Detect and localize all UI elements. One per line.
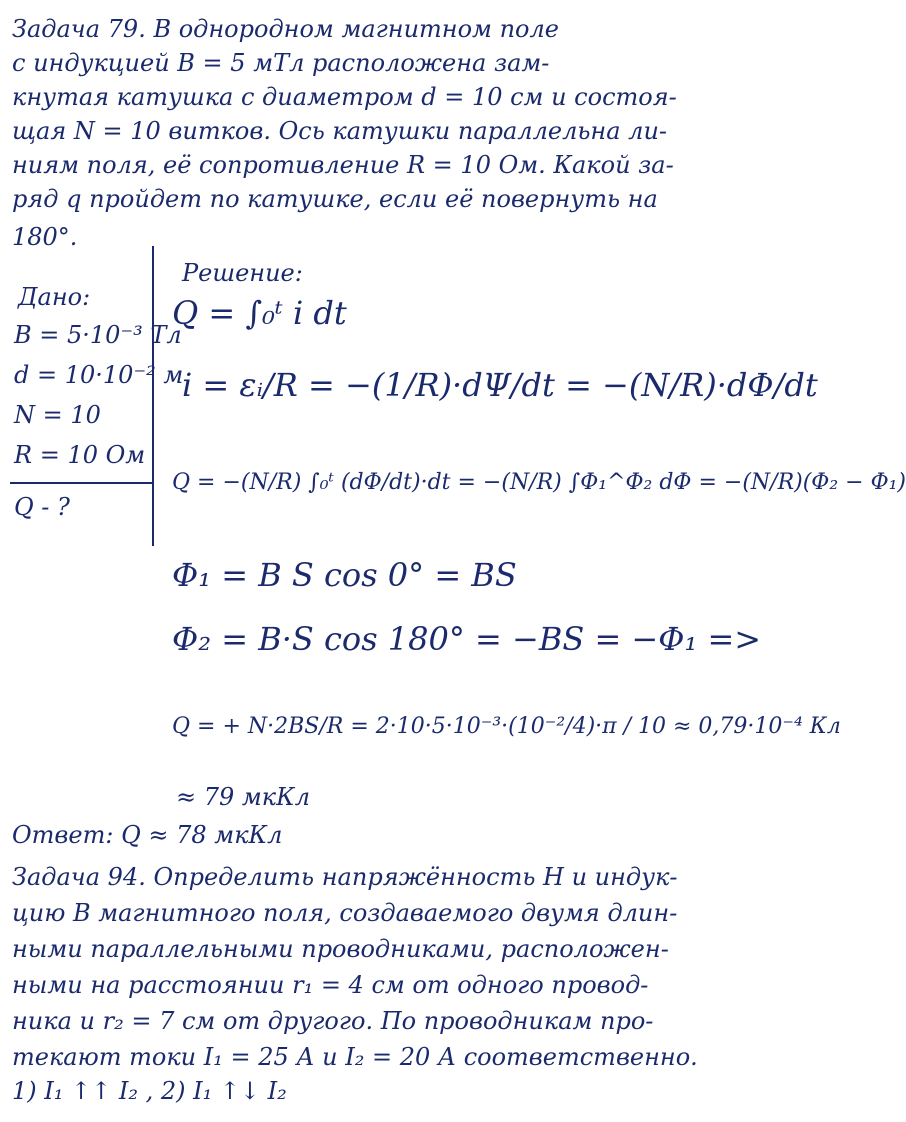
- solution-step-6: Q = + N·2BS/R = 2·10·5·10⁻³·(10⁻²/4)·π / 10 ≈ 0,79·10⁻⁴ Кл: [172, 714, 841, 739]
- problem79-line-4: щая N = 10 витков. Ось катушки параллельна ли-: [12, 117, 668, 145]
- solution-title: Решение:: [182, 259, 303, 287]
- given-unknown: Q - ?: [14, 493, 70, 521]
- problem79-answer: Ответ: Q ≈ 78 мкКл: [12, 821, 283, 849]
- problem79-line-6: ряд q пройдет по катушке, если её повернуть на: [12, 185, 658, 213]
- solution-step-5: Φ₂ = B·S cos 180° = −BS = −Φ₁ =>: [172, 620, 762, 658]
- problem94-line-1: Задача 94. Определить напряжённость H и индук-: [12, 863, 678, 891]
- solution-step-1: Q = ∫₀ᵗ i dt: [172, 294, 347, 332]
- given-title: Дано:: [18, 283, 91, 311]
- given-b: B = 5·10⁻³ Тл: [14, 321, 182, 349]
- problem79-line-3: кнутая катушка с диаметром d = 10 см и состоя-: [12, 83, 677, 111]
- problem94-line-7: 1) I₁ ↑↑ I₂ , 2) I₁ ↑↓ I₂: [12, 1077, 287, 1105]
- problem79-line-5: ниям поля, её сопротивление R = 10 Ом. Какой за-: [12, 151, 674, 179]
- given-r: R = 10 Ом: [14, 441, 146, 469]
- problem79-line-1: Задача 79. В однородном магнитном поле: [12, 15, 559, 43]
- problem94-line-4: ными на расстоянии r₁ = 4 см от одного провод-: [12, 971, 649, 999]
- solution-step-4: Φ₁ = B S cos 0° = BS: [172, 556, 517, 594]
- problem94-line-6: текают токи I₁ = 25 А и I₂ = 20 А соответственно.: [12, 1043, 698, 1071]
- problem79-line-2: с индукцией B = 5 мТл расположена зам-: [12, 49, 550, 77]
- solution-step-7: ≈ 79 мкКл: [176, 783, 310, 811]
- solution-step-2: i = εᵢ/R = −(1/R)·dΨ/dt = −(N/R)·dΦ/dt: [182, 366, 818, 404]
- problem94-line-2: цию B магнитного поля, создаваемого двумя длин-: [12, 899, 678, 927]
- solution-step-3: Q = −(N/R) ∫₀ᵗ (dΦ/dt)·dt = −(N/R) ∫Φ₁^Φ₂ dΦ = −(N/R)(Φ₂ − Φ₁): [172, 470, 906, 495]
- given-divider-vertical: [152, 246, 154, 546]
- problem79-line-7: 180°.: [12, 223, 78, 251]
- given-d: d = 10·10⁻² м: [14, 361, 184, 389]
- problem94-line-5: ника и r₂ = 7 см от другого. По проводникам про-: [12, 1007, 654, 1035]
- given-divider-horizontal: [10, 482, 152, 484]
- problem94-line-3: ными параллельными проводниками, расположен-: [12, 935, 669, 963]
- given-n: N = 10: [14, 401, 101, 429]
